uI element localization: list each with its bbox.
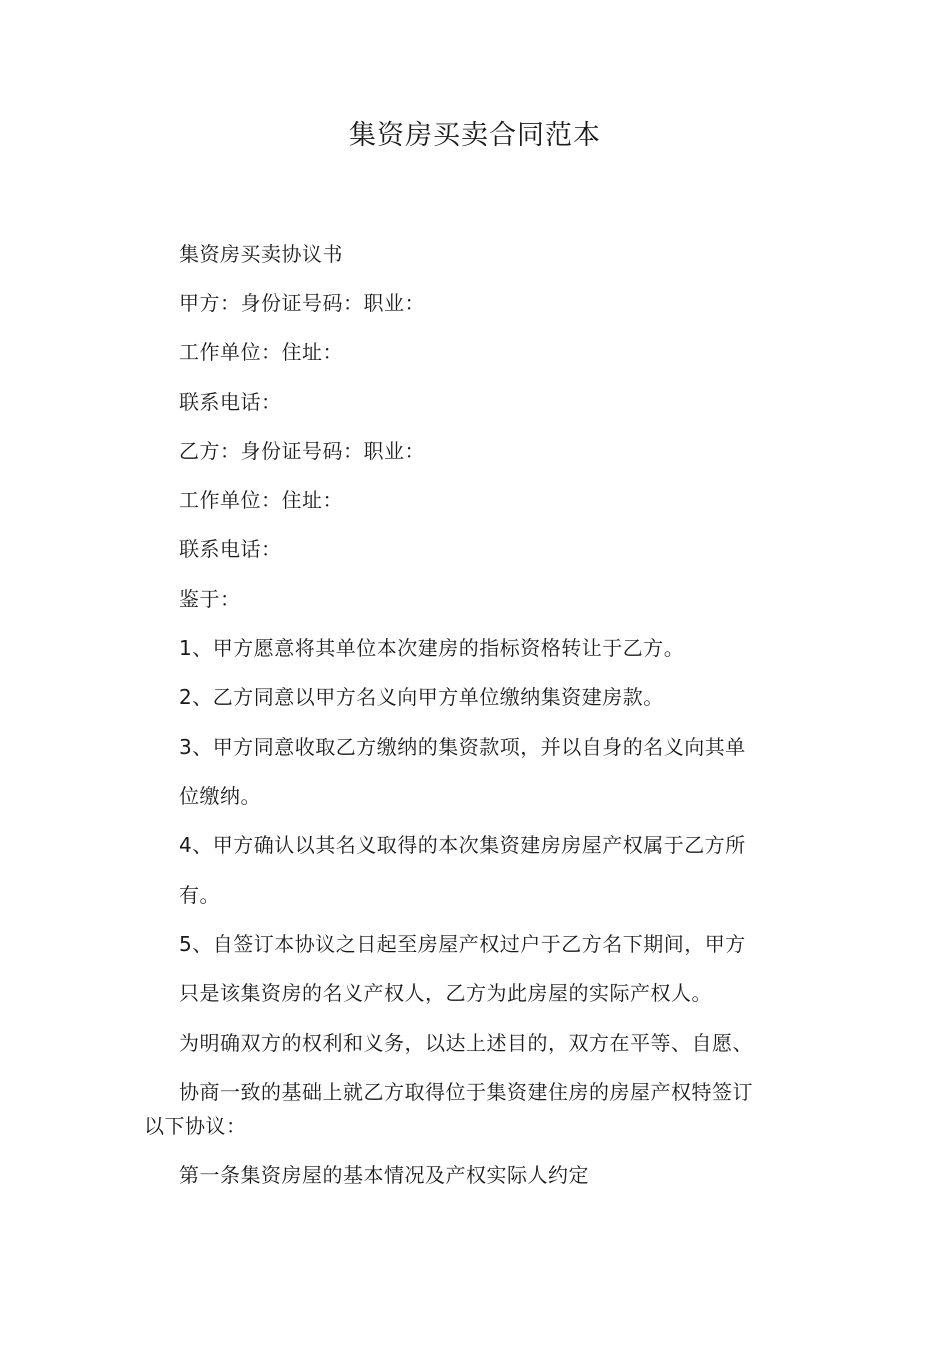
party-a-phone-line: 联系电话： xyxy=(179,390,282,414)
party-b-work-line: 工作单位：住址： xyxy=(179,488,343,512)
agreement-heading: 集资房买卖协议书 xyxy=(179,242,343,266)
whereas-label: 鉴于： xyxy=(179,587,241,611)
clause-line: 3、甲方同意收取乙方缴纳的集资款项，并以自身的名义向其单 xyxy=(179,735,746,759)
purpose-line: 为明确双方的权利和义务，以达上述目的，双方在平等、自愿、 xyxy=(179,1031,753,1055)
clause-line: 1、甲方愿意将其单位本次建房的指标资格转让于乙方。 xyxy=(179,636,685,660)
clause-line: 位缴纳。 xyxy=(179,784,261,808)
clause-line: 有。 xyxy=(179,883,220,907)
clause-line: 只是该集资房的名义产权人，乙方为此房屋的实际产权人。 xyxy=(179,981,712,1005)
clause-line: 5、自签订本协议之日起至房屋产权过户于乙方名下期间，甲方 xyxy=(179,932,746,956)
article-heading: 第一条集资房屋的基本情况及产权实际人约定 xyxy=(179,1163,589,1187)
document-title: 集资房买卖合同范本 xyxy=(349,120,601,151)
party-a-id-line: 甲方：身份证号码：职业： xyxy=(179,291,425,315)
purpose-line: 协商一致的基础上就乙方取得位于集资建住房的房屋产权特签订 xyxy=(179,1080,753,1104)
party-b-id-line: 乙方：身份证号码：职业： xyxy=(179,439,425,463)
clause-line: 4、甲方确认以其名义取得的本次集资建房房屋产权属于乙方所 xyxy=(179,833,746,857)
party-b-phone-line: 联系电话： xyxy=(179,537,282,561)
purpose-line: 以下协议： xyxy=(144,1114,247,1138)
party-a-work-line: 工作单位：住址： xyxy=(179,340,343,364)
clause-line: 2、乙方同意以甲方名义向甲方单位缴纳集资建房款。 xyxy=(179,685,664,709)
